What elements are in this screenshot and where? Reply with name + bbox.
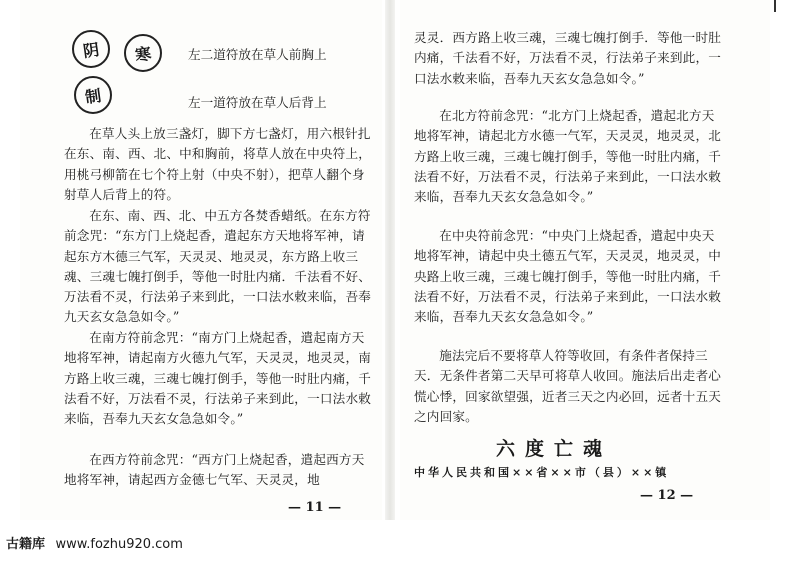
talisman-label: 寒: [133, 43, 153, 65]
paragraph: 在中央符前念咒：“中央门上烧起香，遣起中央天地将军神，请起中央土德五气军，天灵灵，地灵灵，中央路上收三魂，三魂七魄打倒手，等他一时肚内痛，千法看不好，万法看不灵，行法弟子来到此，一口法水敕来临，吾奉九天玄女急急如令。”: [414, 228, 722, 325]
left-page: [20, 0, 382, 520]
page-number: — 11 —: [288, 500, 342, 515]
talisman-label: 阴: [81, 39, 101, 61]
paragraph: 在西方符前念咒：“西方门上烧起香，遣起西方天地将军神，请起西方金德七气军、天灵灵，地: [64, 452, 365, 488]
paragraph: 在东、南、西、北、中五方各焚香蜡纸。在东方符前念咒：“东方门上烧起香，遣起东方天地将军神，请起东方木德三气军，天灵灵、地灵灵，东方路上收三魂、三魂七魄打倒手，等他一时肚内痛．千法看不好、万法看不灵，行法弟子来到此，一口法水敕来临，吾奉九天玄女急急如令。”: [64, 208, 372, 325]
talisman-label: 制: [83, 85, 103, 107]
paragraph: 施法完后不要将草人符等收回，有条件者保持三天．无条件者第二天早可将草人收回。施法后出走者心慌心悸，回家欲望强，近者三天之内必回，远者十五天之内回家。: [414, 348, 722, 424]
watermark-footer: [6, 533, 183, 552]
chapter-title: 六度亡魂: [496, 438, 613, 460]
talisman-caption: 左一道符放在草人后背上: [188, 95, 327, 110]
page-number: — 12 —: [640, 488, 694, 503]
talisman-caption: 左二道符放在草人前胸上: [188, 47, 327, 62]
paragraph: 灵灵．西方路上收三魂，三魂七魄打倒手．等他一时肚内痛，千法看不好，万法看不灵，行法弟子来到此，一口法水敕来临，吾奉九天玄女急急如令。”: [414, 30, 722, 86]
paragraph: 在草人头上放三盏灯，脚下方七盏灯，用六根针扎在东、南、西、北、中和胸前，将草人放在中央符上，用桃弓柳箭在七个符上射（中央不射），把草人翻个身射草人后背上的符。: [64, 126, 372, 202]
site-url[interactable]: www.fozhu920.com: [55, 537, 183, 552]
paragraph: 在南方符前念咒：“南方门上烧起香，遣起南方天地将军神，请起南方火德九气军，天灵灵，地灵灵，南方路上收三魂，三魂七魄打倒手，等他一时肚内痛，千法看不好，万法看不灵，行法弟子来到此，一口法水敕来临，吾奉九天玄女急急如令。”: [64, 330, 372, 427]
corner-mark: [774, 0, 776, 12]
paragraph: 在北方符前念咒：“北方门上烧起香，遣起北方天地将军神，请起北方水德一气军，天灵灵，地灵灵，北方路上收三魂，三魂七魄打倒手，等他一时肚内痛，千法看不好，万法看不灵，行法弟子来到此，一口法水敕来临，吾奉九天玄女急急如令。”: [414, 108, 722, 205]
book-gutter: [385, 0, 395, 520]
site-name: 古籍库: [6, 537, 46, 552]
talisman-seal: [72, 30, 110, 68]
address-line: 中华人民共和国××省××市（县）××镇: [414, 466, 670, 479]
right-page: [400, 0, 770, 520]
talisman-seal: [74, 76, 112, 114]
talisman-seal: [124, 34, 162, 72]
